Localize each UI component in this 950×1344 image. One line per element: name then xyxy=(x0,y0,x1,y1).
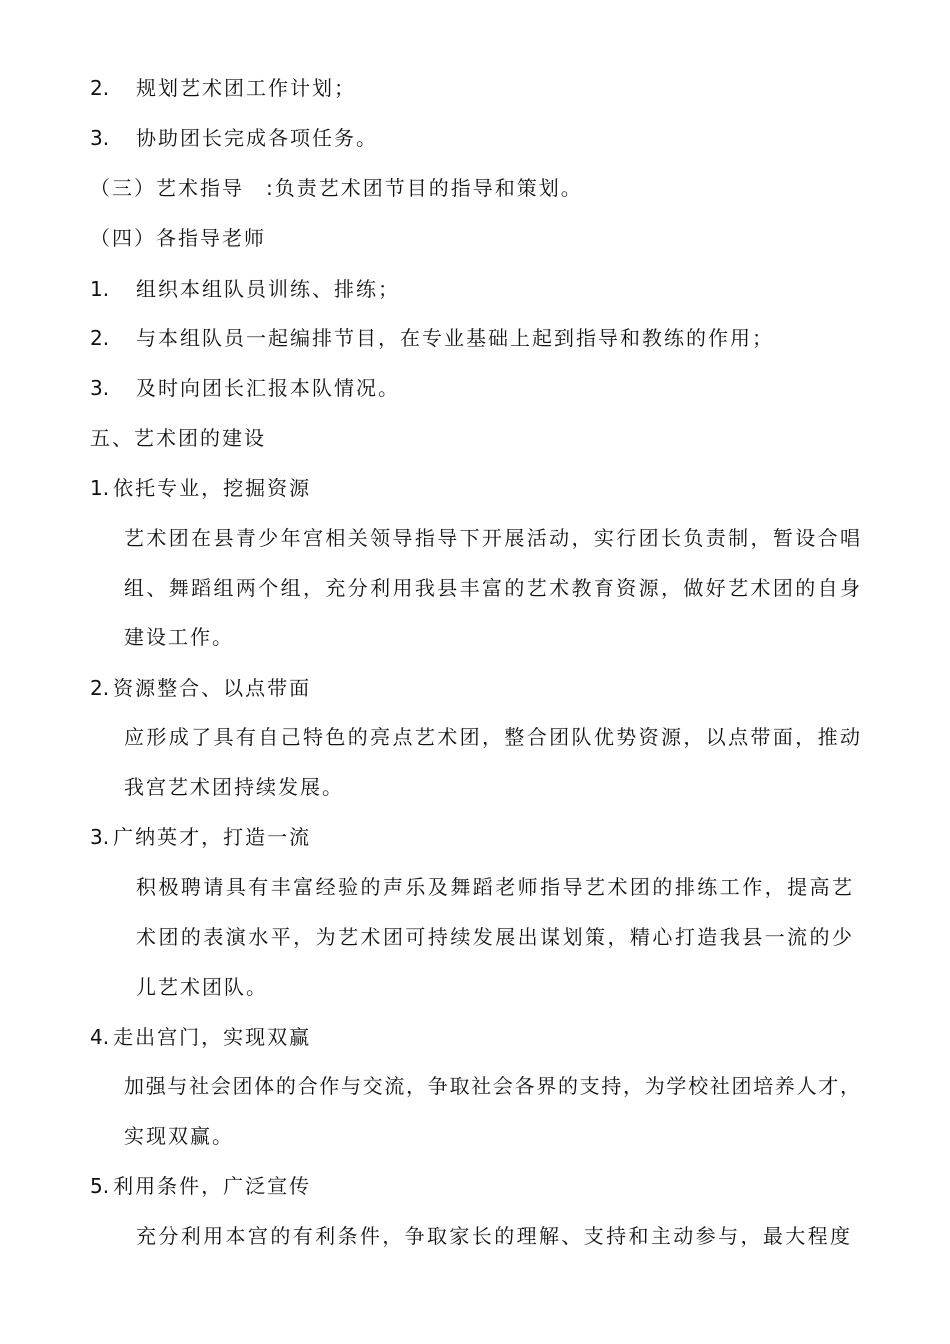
list-text: 规划艺术团工作计划； xyxy=(136,76,356,100)
list-text: 及时向团长汇报本队情况。 xyxy=(136,376,400,400)
list-text: 广纳英才，打造一流 xyxy=(113,825,312,849)
list-text: 与本组队员一起编排节目，在专业基础上起到指导和教练的作用； xyxy=(136,326,774,350)
paragraph-line: 艺术团在县青少年宫相关领导指导下开展活动，实行团长负责制，暂设合唱 xyxy=(124,526,860,550)
list-text: 协助团长完成各项任务。 xyxy=(136,126,378,150)
list-number: 2. xyxy=(90,326,110,350)
list-text: 资源整合、以点带面 xyxy=(113,676,312,700)
subsection-heading xyxy=(90,1025,311,1049)
list-number: 5. xyxy=(90,1174,110,1198)
subsection-heading xyxy=(90,676,311,700)
list-item xyxy=(90,76,356,100)
list-number: 2. xyxy=(90,676,110,700)
list-number: 1. xyxy=(90,476,110,500)
paragraph-line: 术团的表演水平，为艺术团可持续发展出谋划策，精心打造我县一流的少 xyxy=(136,925,852,949)
section-heading-construction: 五、艺术团的建设 xyxy=(90,426,266,450)
paragraph-line: 积极聘请具有丰富经验的声乐及舞蹈老师指导艺术团的排练工作，提高艺 xyxy=(136,875,852,899)
list-number: 3. xyxy=(90,376,110,400)
list-text: 利用条件，广泛宣传 xyxy=(113,1174,312,1198)
paragraph-line: 儿艺术团队。 xyxy=(136,975,268,999)
paragraph-line: 加强与社会团体的合作与交流，争取社会各界的支持，为学校社团培养人才， xyxy=(124,1074,860,1098)
list-text: 走出宫门，实现双赢 xyxy=(113,1025,312,1049)
list-number: 3. xyxy=(90,126,110,150)
subsection-heading xyxy=(90,1174,311,1198)
list-item xyxy=(90,326,774,350)
subsection-heading xyxy=(90,476,311,500)
section-heading-instructors: （四）各指导老师 xyxy=(90,226,266,250)
list-text: 组织本组队员训练、排练； xyxy=(136,277,400,301)
list-number: 2. xyxy=(90,76,110,100)
paragraph-line: 充分利用本宫的有利条件，争取家长的理解、支持和主动参与，最大程度 xyxy=(136,1224,850,1248)
paragraph-line: 应形成了具有自己特色的亮点艺术团，整合团队优势资源，以点带面，推动 xyxy=(124,725,860,749)
list-number: 1. xyxy=(90,277,110,301)
paragraph-line: 组、舞蹈组两个组，充分利用我县丰富的艺术教育资源，做好艺术团的自身 xyxy=(124,576,860,600)
list-item xyxy=(90,126,378,150)
list-number: 3. xyxy=(90,825,110,849)
list-number: 4. xyxy=(90,1025,110,1049)
section-heading-art-director: （三）艺术指导 :负责艺术团节目的指导和策划。 xyxy=(90,176,583,200)
paragraph-line: 我宫艺术团持续发展。 xyxy=(124,775,344,799)
paragraph-line: 实现双赢。 xyxy=(124,1124,234,1148)
list-item xyxy=(90,277,400,301)
subsection-heading xyxy=(90,825,311,849)
paragraph-line: 建设工作。 xyxy=(124,625,234,649)
list-text: 依托专业，挖掘资源 xyxy=(113,476,312,500)
list-item xyxy=(90,376,400,400)
